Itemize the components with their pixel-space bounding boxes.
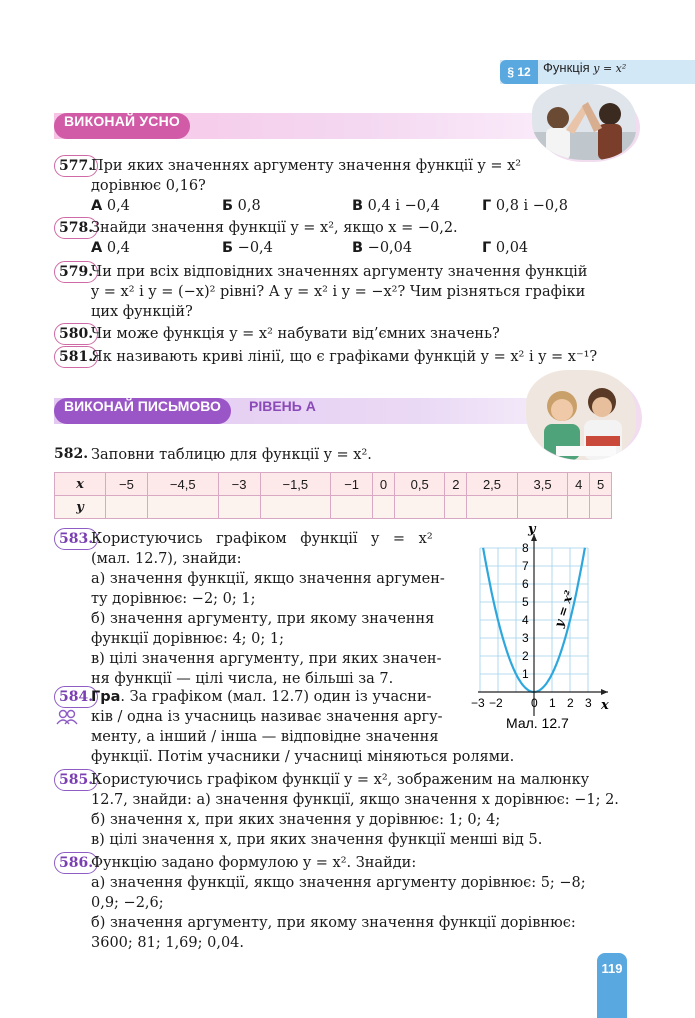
exercise-579-number: 579. (54, 261, 98, 283)
exercise-584-line4: функції. Потім учасники / учасниці міняються ролями. (91, 749, 515, 765)
table-cell-y (394, 496, 445, 519)
table-cell-y (467, 496, 518, 519)
exercise-583-line1: Користуючись графіком функції y = x² (91, 531, 433, 547)
level-label: РІВЕНЬ А (249, 398, 316, 414)
table-cell-x: 2 (445, 473, 467, 496)
exercise-577-option-a (91, 196, 130, 216)
y-axis-label: y (528, 522, 536, 537)
table-cell-x: 5 (590, 473, 612, 496)
table-cell-x: 4 (568, 473, 590, 496)
table-cell-x: −4,5 (147, 473, 218, 496)
y-tick-label: 8 (522, 541, 529, 555)
y-tick-labels (522, 541, 529, 681)
table-row-x (55, 473, 612, 496)
exercise-580-number: 580. (54, 323, 98, 345)
y-tick-label: 4 (522, 613, 529, 627)
x-tick-labels (471, 696, 592, 710)
exercise-577-number: 577. (54, 155, 98, 177)
exercise-583-line2: (мал. 12.7), знайди: (91, 551, 242, 567)
exercise-585-line4: в) цілі значення x, при яких значення функції менші від 5. (91, 832, 543, 848)
exercise-584-number: 584. (54, 686, 98, 708)
oral-section-label: ВИКОНАЙ УСНО (54, 113, 190, 139)
game-label: Гра (91, 689, 121, 705)
exercise-585-number: 585. (54, 769, 98, 791)
exercise-586-line4: б) значення аргументу, при якому значення функції дорівнює: (91, 915, 576, 931)
exercise-577-option-c (352, 196, 440, 216)
exercise-586-line2: а) значення функції, якщо значення аргументу дорівнює: 5; −8; (91, 875, 586, 891)
table-cell-y (373, 496, 395, 519)
exercise-585-line3: б) значення x, при яких значення y дорівнює: 1; 0; 4; (91, 812, 501, 828)
exercise-586-line5: 3600; 81; 1,69; 0,04. (91, 935, 245, 951)
x-tick-label: 2 (567, 696, 574, 710)
exercise-583-line6: функції дорівнює: 4; 0; 1; (91, 631, 285, 647)
exercise-578-option-d (482, 238, 528, 258)
y-tick-label: 6 (522, 577, 529, 591)
table-cell-x: 0 (373, 473, 395, 496)
table-cell-y (590, 496, 612, 519)
paragraph-badge: § 12 (500, 60, 538, 84)
exercise-585-line2: 12.7, знайди: а) значення функції, якщо значення x дорівнює: −1; 2. (91, 792, 619, 808)
exercise-578-line1: Знайди значення функції y = x², якщо x = −0,2. (91, 220, 458, 236)
x-axis-arrow (601, 689, 608, 695)
option-letter: А (91, 198, 103, 214)
exercise-585-line1: Користуючись графіком функції y = x², зображеним на малюнку (91, 772, 590, 788)
exercise-584-line3: менту, а інший / інша — відповідне значення (91, 729, 439, 745)
option-text: 0,4 і −0,4 (367, 198, 440, 214)
x-tick-label: 1 (549, 696, 556, 710)
exercise-586-line3: 0,9; −2,6; (91, 895, 164, 911)
exercise-584-line1 (91, 687, 432, 707)
exercise-583-line8: ня функції — цілі числа, не більші за 7. (91, 671, 394, 687)
exercise-583-line5: б) значення аргументу, при якому значення (91, 611, 435, 627)
figure-parabola (458, 520, 618, 738)
header-title-text: Функція (543, 60, 590, 75)
x-tick-label: 0 (531, 696, 538, 710)
exercise-583-number: 583. (54, 528, 98, 550)
exercise-577-option-d (482, 196, 568, 216)
table-header-x: x (55, 473, 106, 496)
option-text: 0,4 (106, 240, 130, 256)
table-cell-x: −1 (331, 473, 373, 496)
table-cell-x: −3 (218, 473, 260, 496)
option-text: 0,04 (495, 240, 529, 256)
exercise-578-number: 578. (54, 217, 98, 239)
values-table (54, 472, 612, 519)
table-cell-y (445, 496, 467, 519)
table-cell-x: 0,5 (394, 473, 445, 496)
exercise-578-option-c (352, 238, 412, 258)
option-text: −0,04 (367, 240, 413, 256)
exercise-578-option-a (91, 238, 130, 258)
exercise-580-line1: Чи може функція y = x² набувати від’ємних значень? (91, 326, 500, 342)
y-tick-label: 3 (522, 631, 529, 645)
exercise-578-option-b (222, 238, 273, 258)
option-text: 0,8 (237, 198, 261, 214)
table-cell-y (147, 496, 218, 519)
exercise-579-line3: цих функцій? (91, 304, 193, 320)
table-cell-y (568, 496, 590, 519)
exercise-584-line1-text: . За графіком (мал. 12.7) один із учасни- (120, 689, 432, 705)
table-cell-y (517, 496, 568, 519)
table-cell-y (106, 496, 148, 519)
y-tick-label: 2 (522, 649, 529, 663)
exercise-581-line1: Як називають криві лінії, що є графіками функцій y = x² і y = x⁻¹? (91, 349, 598, 365)
group-work-icon (56, 709, 78, 725)
photo-students-studying (526, 370, 636, 460)
option-text: −0,4 (237, 240, 273, 256)
option-letter: В (352, 198, 364, 214)
exercise-581-number: 581. (54, 346, 98, 368)
y-tick-label: 7 (522, 559, 529, 573)
option-letter: А (91, 240, 103, 256)
exercise-584-line2: ків / одна із учасниць називає значення аргу- (91, 709, 443, 725)
y-tick-label: 5 (522, 595, 529, 609)
option-text: 0,8 і −0,8 (495, 198, 568, 214)
table-cell-x: −5 (106, 473, 148, 496)
x-tick-label: −2 (489, 696, 503, 710)
exercise-577-option-b (222, 196, 261, 216)
written-section-label: ВИКОНАЙ ПИСЬМОВО (54, 398, 231, 424)
figure-caption: Мал. 12.7 (506, 715, 569, 731)
option-letter: Г (482, 198, 492, 214)
option-letter: В (352, 240, 364, 256)
option-letter: Б (222, 240, 234, 256)
table-header-y: y (55, 496, 106, 519)
exercise-586-line1: Функцію задано формулою y = x². Знайди: (91, 855, 417, 871)
exercise-577-line2: дорівнює 0,16? (91, 178, 206, 194)
x-tick-label: 3 (585, 696, 592, 710)
table-cell-x: −1,5 (260, 473, 331, 496)
header-title (543, 60, 626, 84)
option-letter: Г (482, 240, 492, 256)
exercise-579-line2: y = x² і y = (−x)² рівні? А y = x² і y = −x²? Чим різняться графіки (91, 284, 586, 300)
page-number: 119 (597, 953, 627, 1018)
exercise-583-line3: а) значення функції, якщо значення аргумен- (91, 571, 445, 587)
table-row-y (55, 496, 612, 519)
x-tick-label: −3 (471, 696, 485, 710)
table-cell-x: 3,5 (517, 473, 568, 496)
table-cell-x: 2,5 (467, 473, 518, 496)
exercise-582-line1: Заповни таблицю для функції y = x². (91, 447, 372, 463)
table-cell-y (260, 496, 331, 519)
exercise-583-line4: ту дорівнює: −2; 0; 1; (91, 591, 256, 607)
curve-label: y = x² (551, 588, 577, 629)
table-cell-y (218, 496, 260, 519)
exercise-577-line1: При яких значеннях аргументу значення функції y = x² (91, 158, 522, 174)
option-letter: Б (222, 198, 234, 214)
photo-students-high-five (532, 84, 636, 160)
exercise-586-number: 586. (54, 852, 98, 874)
x-axis-label: x (601, 698, 609, 713)
exercise-582-number: 582. (54, 444, 88, 466)
exercise-583-line7: в) цілі значення аргументу, при яких значен- (91, 651, 442, 667)
table-cell-y (331, 496, 373, 519)
y-tick-label: 1 (522, 667, 529, 681)
exercise-579-line1: Чи при всіх відповідних значеннях аргументу значення функцій (91, 264, 588, 280)
header-formula: y = x² (593, 62, 627, 75)
option-text: 0,4 (106, 198, 130, 214)
